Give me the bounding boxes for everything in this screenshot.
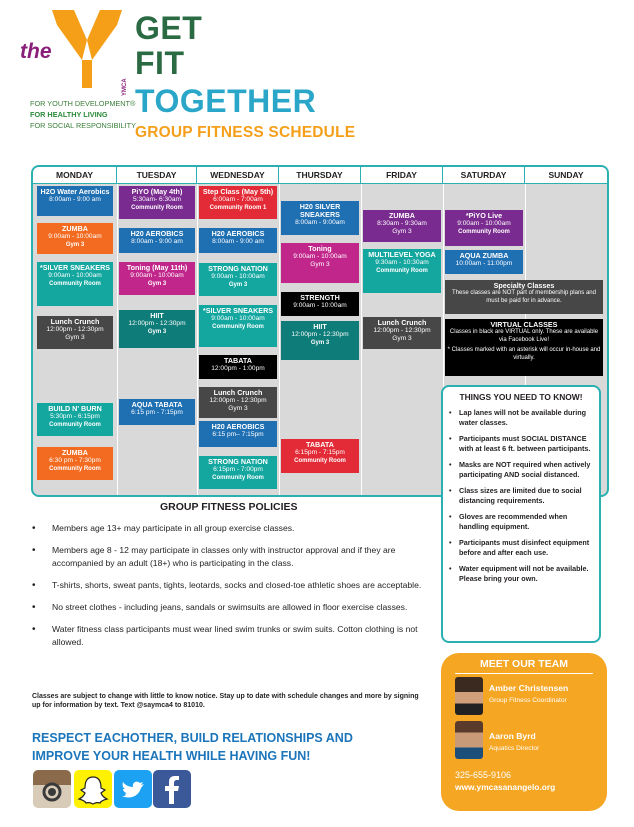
website-link[interactable]: www.ymcasanangelo.org [455, 782, 556, 792]
avatar [455, 677, 483, 715]
policies-list [30, 522, 435, 658]
day-header-friday: FRIDAY [361, 167, 443, 184]
class-card: Step Class (May 5th) 6:00am - 7:00am Community Room 1 [199, 186, 277, 219]
page-subtitle: GROUP FITNESS SCHEDULE [135, 124, 356, 141]
day-header-sunday: SUNDAY [525, 167, 607, 184]
things-to-know-title: THINGS YOU NEED TO KNOW! [459, 392, 583, 402]
logo-text: the [20, 40, 52, 63]
class-card: STRONG NATION 6:15pm - 7:00pm Community Room [199, 456, 277, 489]
team-title: MEET OUR TEAM [479, 658, 569, 670]
day-header-monday: MONDAY [33, 167, 117, 184]
list-item: • Class sizes are limited due to social distancing requirements. [459, 486, 595, 506]
class-card: Lunch Crunch 12:00pm - 12:30pm Gym 3 [199, 387, 277, 418]
twitter-icon[interactable] [114, 770, 152, 808]
member-name: Aaron Byrd [489, 731, 536, 741]
day-header-wednesday: WEDNESDAY [197, 167, 279, 184]
class-card: H20 AEROBICS 6:15 pm– 7:15pm [199, 421, 277, 447]
class-card: *SILVER SNEAKERS 9:00am - 10:00am Community Room [37, 262, 113, 306]
day-header-saturday: SATURDAY [443, 167, 525, 184]
class-card: Lunch Crunch 12:00pm - 12:30pm Gym 3 [37, 316, 113, 349]
list-item: • T-shirts, shorts, sweat pants, tights, leotards, socks and closed-toe athletic shoes are acceptable. [52, 579, 435, 592]
logo-ymca-text: YMCA [122, 78, 128, 96]
day-header-thursday: THURSDAY [279, 167, 361, 184]
class-card: ZUMBA 6:30 pm - 7:30pm Community Room [37, 447, 113, 480]
class-card: Toning 9:00am - 10:00am Gym 3 [281, 243, 359, 283]
class-card: *SILVER SNEAKERS 9:00am - 10:00am Community Room [199, 305, 277, 347]
class-card: H2O Water Aerobics 8:00am - 9:00 am [37, 186, 113, 216]
list-item: • Lap lanes will not be available during water classes. [459, 408, 595, 428]
snapchat-icon[interactable] [74, 770, 112, 808]
list-item: • Water fitness class participants must wear lined swim trunks or swim suits. Cotton clothing is not allowed. [52, 623, 435, 649]
list-item: • Gloves are recommended when handling equipment. [459, 512, 595, 532]
class-card: BUILD N' BURN 5:30pm - 6:15pm Community Room [37, 403, 113, 436]
list-item: • Members age 8 - 12 may participate in classes only with instructor approval and if they are accompanied by an adult (18+) who is participating in the class. [52, 544, 435, 570]
class-card: H20 SILVER SNEAKERS 8:00am - 9:00am [281, 201, 359, 235]
policies-title: GROUP FITNESS POLICIES [160, 501, 298, 513]
class-card: H20 AEROBICS 8:00am - 9:00 am [199, 228, 277, 253]
headline-get: GET [135, 10, 203, 46]
class-card: MULTILEVEL YOGA 9:30am - 10:30am Community Room [363, 249, 441, 293]
instagram-icon[interactable] [33, 770, 71, 808]
schedule-notice: Classes are subject to change with little to know notice. Stay up to date with schedule changes and more by signing up for information by text. Text @saymca4 to 81010. [32, 693, 419, 709]
member-name: Amber Christensen [489, 683, 569, 693]
list-item: • Participants must SOCIAL DISTANCE with at least 6 ft. between participants. [459, 434, 595, 454]
member-role: Aquatics Director [489, 745, 540, 752]
contact-phone: 325-655-9106 [455, 770, 512, 780]
ymca-logo-icon [52, 10, 122, 88]
list-item: • Members age 13+ may participate in all group exercise classes. [52, 522, 435, 535]
class-card: STRONG NATION 9:00am - 10:00am Gym 3 [199, 263, 277, 296]
headline-together: TOGETHER [135, 83, 317, 119]
legend-specialty: Specialty Classes These classes are NOT part of membership plans and must be paid for in advance. [445, 280, 603, 314]
class-card: AQUA TABATA 6:15 pm - 7:15pm [119, 399, 195, 425]
class-card: PiYO (May 4th) 5:30am- 6:30am Community Room [119, 186, 195, 219]
member-role: Group Fitness Coordinator [489, 697, 567, 704]
legend-virtual: VIRTUAL CLASSES Classes in black are VIRTUAL only. These are available via Facebook Live! * Classes marked with an asterisk will occur in-house and virtually. [445, 319, 603, 376]
list-item: • Masks are NOT required when actively participating AND social distanced. [459, 460, 595, 480]
class-card: Toning (May 11th) 9:00am - 10:00am Gym 3 [119, 262, 195, 295]
class-card: HIIT 12:00pm - 12:30pm Gym 3 [119, 310, 195, 348]
class-card: HIIT 12:00pm - 12:30pm Gym 3 [281, 321, 359, 360]
list-item: • Participants must disinfect equipment before and after each use. [459, 538, 595, 558]
tagline-social: FOR SOCIAL RESPONSIBILITY [30, 121, 136, 130]
class-card: ZUMBA 9:00am - 10:00am Gym 3 [37, 223, 113, 254]
respect-banner: RESPECT EACHOTHER, BUILD RELATIONSHIPS AND IMPROVE YOUR HEALTH WHILE HAVING FUN! [32, 731, 353, 763]
tagline-youth: FOR YOUTH DEVELOPMENT® [30, 99, 136, 108]
class-card: AQUA ZUMBA 10:00am - 11:00pm [445, 250, 523, 274]
class-card: *PiYO Live 9:00am - 10:00am Community Room [445, 210, 523, 246]
list-item: • Water equipment will not be available. Please bring your own. [459, 564, 595, 584]
class-card: STRENGTH 9:00am - 10:00am [281, 292, 359, 316]
facebook-icon[interactable] [153, 770, 191, 808]
things-to-know-panel [441, 385, 601, 643]
class-card: H20 AEROBICS 8:00am - 9:00 am [119, 228, 195, 253]
class-card: TABATA 6:15pm - 7:15pm Community Room [281, 439, 359, 473]
class-card: ZUMBA 8:30am - 9:30am Gym 3 [363, 210, 441, 242]
headline-fit: FIT [135, 45, 185, 81]
team-panel [441, 653, 607, 811]
list-item: • No street clothes - including jeans, sandals or swimsuits are allowed in floor exercise classes. [52, 601, 435, 614]
class-card: Lunch Crunch 12:00pm - 12:30pm Gym 3 [363, 317, 441, 349]
avatar [455, 721, 483, 759]
team-divider [455, 673, 593, 674]
class-card: TABATA 12:00pm - 1:00pm [199, 355, 277, 379]
tagline-healthy: FOR HEALTHY LIVING [30, 110, 108, 119]
day-header-tuesday: TUESDAY [117, 167, 197, 184]
